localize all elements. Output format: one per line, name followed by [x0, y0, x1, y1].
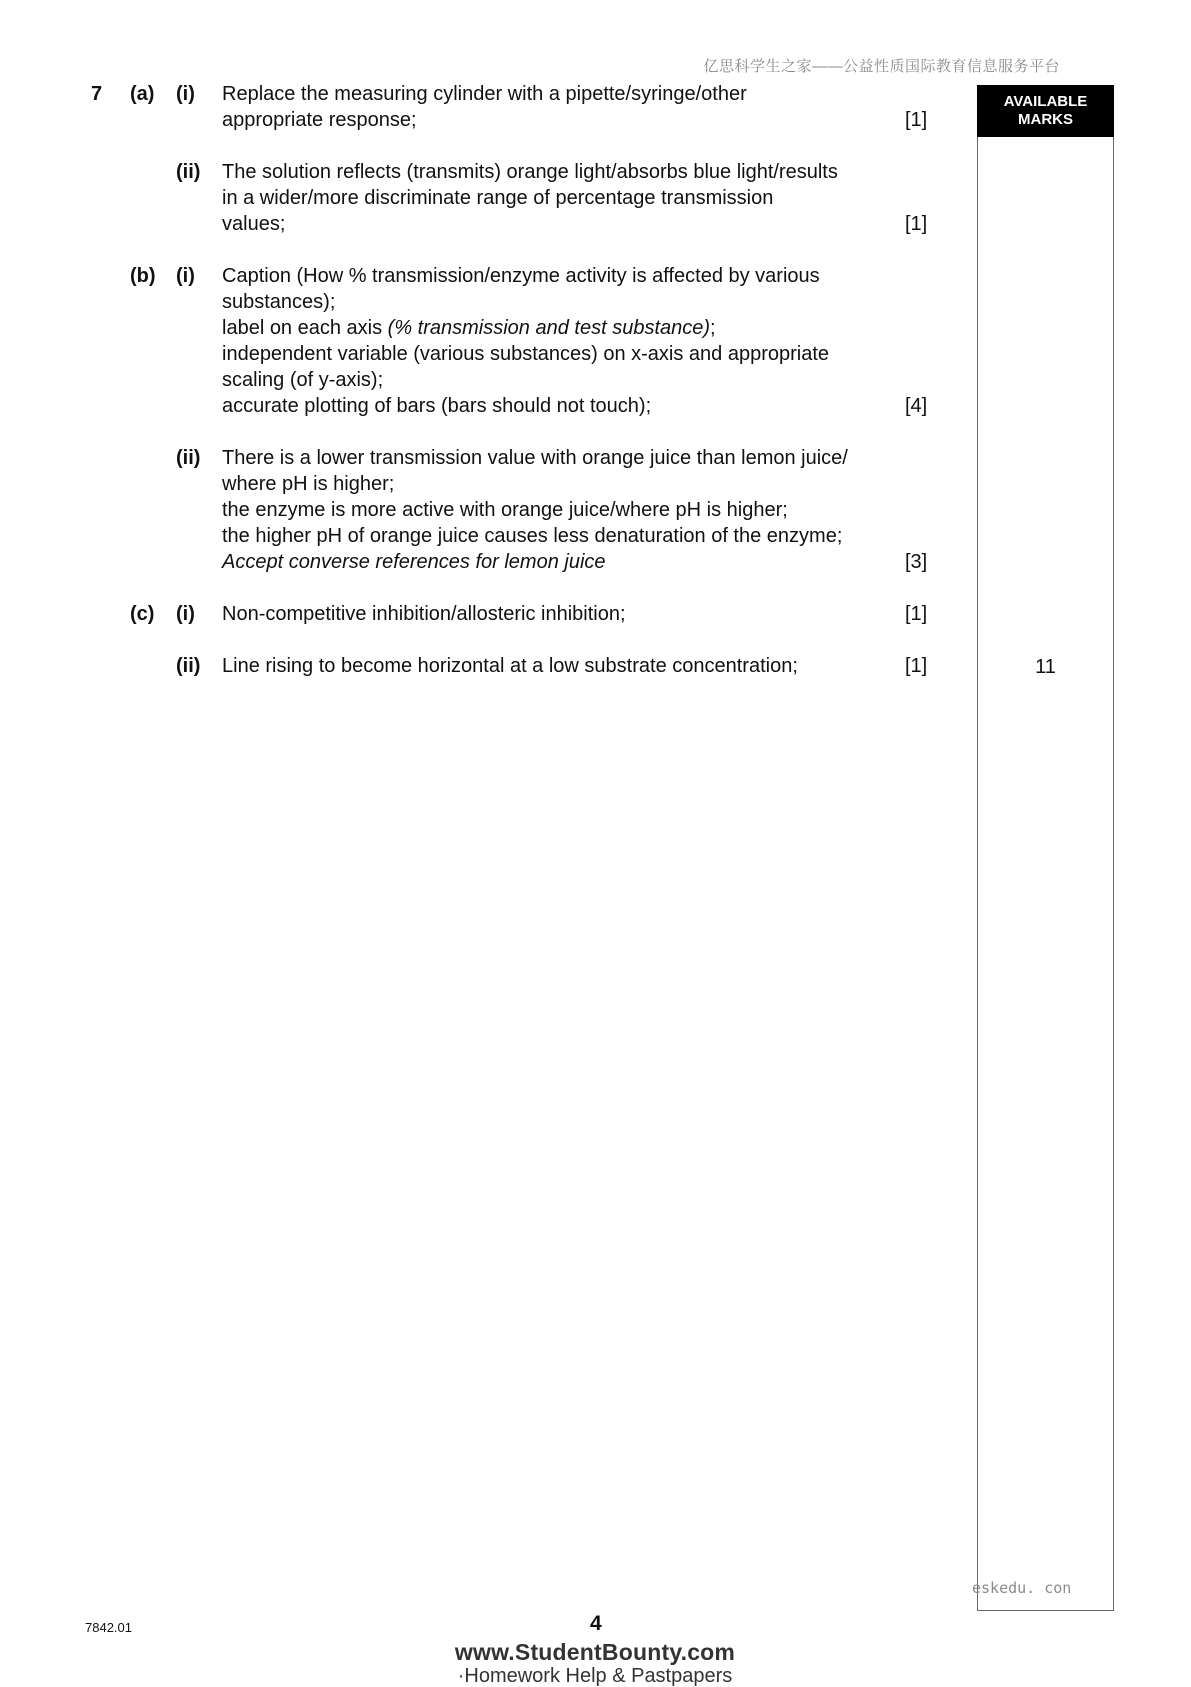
sub-label-c-i: (i): [176, 603, 195, 625]
logo-url: www.StudentBounty.com: [454, 1639, 736, 1665]
answer-text: label on each axis: [222, 317, 388, 339]
answer-line: [222, 315, 912, 341]
answer-line: in a wider/more discriminate range of percentage transmission: [222, 187, 774, 209]
sub-label-b-ii: (ii): [176, 447, 201, 469]
answer-c-i: [222, 601, 912, 627]
answer-line: the enzyme is more active with orange juice/where pH is higher;: [222, 499, 788, 521]
answer-line: values;: [222, 213, 286, 235]
marks-column: [977, 85, 1114, 1611]
sub-label-a-ii: (ii): [176, 161, 201, 183]
answer-line: Caption (How % transmission/enzyme activity is affected by various: [222, 265, 820, 287]
answer-c-ii: [222, 653, 912, 679]
mark-c-ii: [1]: [905, 655, 928, 677]
answer-text: ;: [710, 317, 716, 339]
answer-line: scaling (of y-axis);: [222, 369, 384, 391]
answer-b-ii: [222, 445, 912, 575]
sub-label-b-i: (i): [176, 265, 195, 287]
sub-label-c-ii: (ii): [176, 655, 201, 677]
paper-code: 7842.01: [85, 1620, 132, 1635]
answer-a-i: [222, 81, 912, 133]
answer-a-ii: [222, 159, 912, 237]
mark-a-ii: [1]: [905, 213, 928, 235]
answer-note: Accept converse references for lemon juice: [222, 551, 606, 573]
answer-b-i: [222, 263, 912, 419]
eskedu-watermark: eskedu. con: [972, 1579, 1072, 1597]
page-number: 4: [590, 1612, 602, 1635]
sub-label-a-i: (i): [176, 83, 195, 105]
answer-line: Non-competitive inhibition/allosteric inhibition;: [222, 603, 626, 625]
mark-b-i: [4]: [905, 395, 928, 417]
answer-line: substances);: [222, 291, 336, 313]
answer-line: where pH is higher;: [222, 473, 395, 495]
answer-line: appropriate response;: [222, 109, 417, 131]
logo-tagline: ·Homework Help & Pastpapers: [457, 1665, 733, 1687]
question-number: 7: [91, 83, 103, 105]
answer-line: Replace the measuring cylinder with a pipette/syringe/other: [222, 83, 747, 105]
answer-line: Line rising to become horizontal at a low substrate concentration;: [222, 655, 798, 677]
answer-line: independent variable (various substances) on x-axis and appropriate: [222, 343, 830, 365]
mark-a-i: [1]: [905, 109, 928, 131]
answer-line: The solution reflects (transmits) orange light/absorbs blue light/results: [222, 161, 838, 183]
mark-c-i: [1]: [905, 603, 928, 625]
answer-line: the higher pH of orange juice causes less denaturation of the enzyme;: [222, 525, 843, 547]
mark-b-ii: [3]: [905, 551, 928, 573]
available-marks-header: AVAILABLE MARKS: [977, 85, 1114, 137]
answer-italic-text: (% transmission and test substance): [387, 317, 711, 339]
available-marks-total: 11: [1035, 656, 1056, 678]
part-label-b: (b): [130, 265, 156, 287]
answer-line: There is a lower transmission value with orange juice than lemon juice/: [222, 447, 848, 469]
part-label-a: (a): [130, 83, 155, 105]
part-label-c: (c): [130, 603, 155, 625]
header-watermark: 亿思科学生之家——公益性质国际教育信息服务平台: [703, 58, 1060, 75]
answer-line: accurate plotting of bars (bars should not touch);: [222, 395, 652, 417]
studentbounty-logo: [440, 1640, 750, 1687]
